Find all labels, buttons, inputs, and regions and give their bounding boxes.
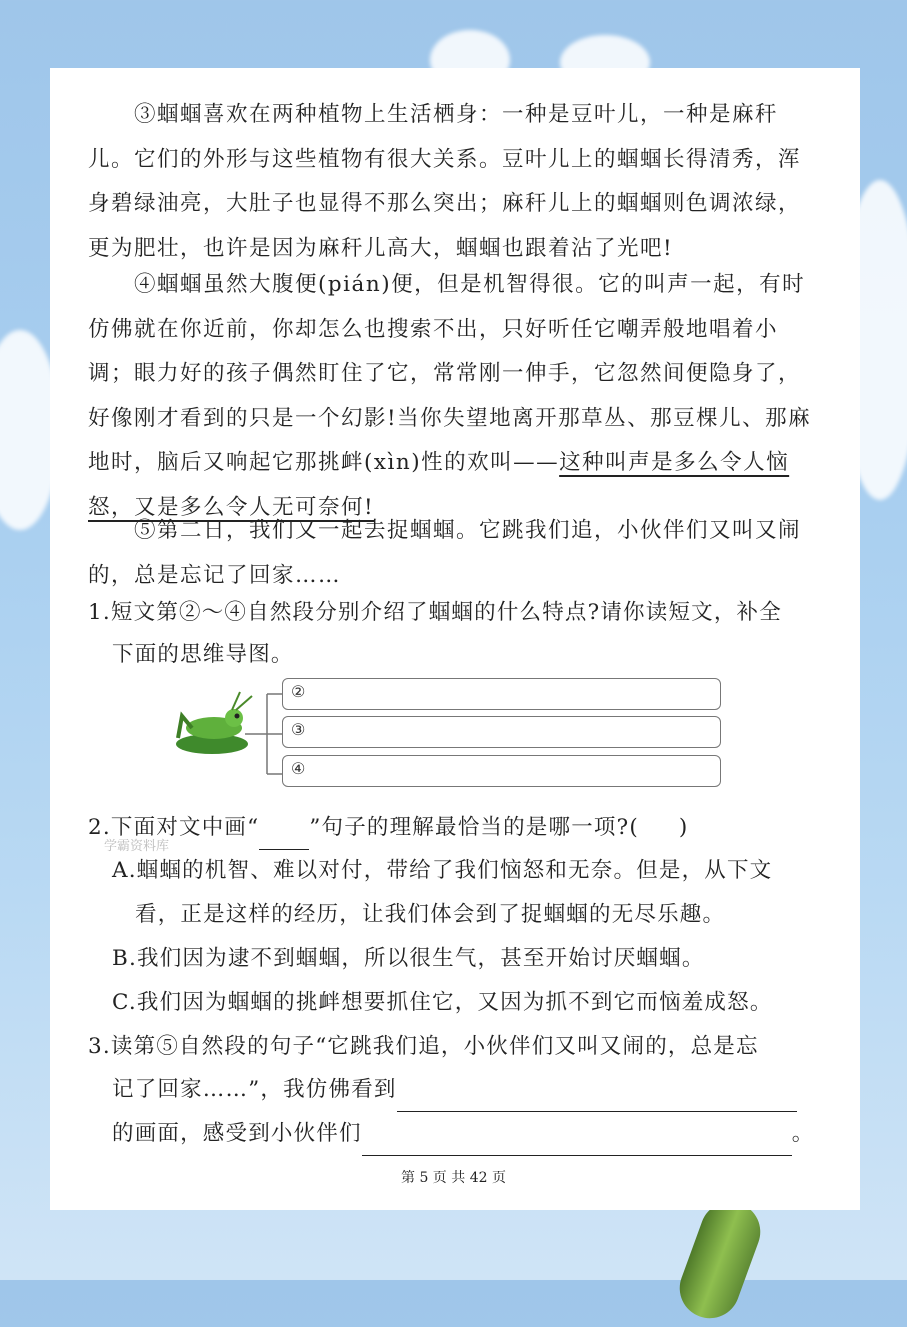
question-3-line3: 的画面，感受到小伙伴们 。 xyxy=(112,1112,814,1156)
option-c: C.我们因为蝈蝈的挑衅想要抓住它，又因为抓不到它而恼羞成怒。 xyxy=(112,990,773,1015)
mindmap-box-3[interactable]: ③ xyxy=(282,716,721,748)
question-3-line1: 3.读第⑤自然段的句子“它跳我们追，小伙伴们又叫又闹的，总是忘 xyxy=(88,1034,759,1059)
flower-stem xyxy=(671,1193,768,1326)
underline-sample xyxy=(259,827,309,850)
question-2: 2.下面对文中画“ ”句子的理解最恰当的是哪一项?( ) xyxy=(88,806,689,850)
watermark: 学霸资料库 xyxy=(104,839,170,854)
page-footer: 第 5 页 共 42 页 xyxy=(401,1170,506,1186)
mindmap-box-2[interactable]: ② xyxy=(282,678,721,710)
option-a-line1: A.蝈蝈的机智、难以对付，带给了我们恼怒和无奈。但是，从下文 xyxy=(112,858,773,883)
question-3-line2: 记了回家……”，我仿佛看到 xyxy=(112,1068,797,1112)
answer-blank-2[interactable] xyxy=(362,1133,792,1156)
paragraph-3: ③蝈蝈喜欢在两种植物上生活栖身：一种是豆叶儿，一种是麻秆儿。它们的外形与这些植物有很大关系。豆叶儿上的蝈蝈长得清秀，浑身碧绿油亮，大肚子也显得不那么突出；麻秆儿上的蝈蝈则色调浓绿，更为肥壮，也许是因为麻秆儿高大，蝈蝈也跟着沾了光吧! xyxy=(88,102,802,261)
underlined-sentence: 这种叫声是多么令人恼怒，又是多么令人无可奈何! xyxy=(88,450,790,520)
paragraph-4: ④蝈蝈虽然大腹便(pián)便，但是机智得很。它的叫声一起，有时仿佛就在你近前，你却怎么也搜索不出，只好听任它嘲弄般地唱着小调；眼力好的孩子偶然盯住了它，常常刚一伸手，它忽然间便隐身了，好像刚才看到的只是一个幻影!当你失望地离开那草丛、那豆棵儿、那麻地时，脑后又响起它那挑衅(xìn)性的欢叫——这种叫声是多么令人恼怒，又是多么令人无可奈何! xyxy=(88,272,812,520)
mindmap-connector xyxy=(245,690,285,780)
option-b: B.我们因为逮不到蝈蝈，所以很生气，甚至开始讨厌蝈蝈。 xyxy=(112,946,705,971)
answer-blank-1[interactable] xyxy=(397,1089,797,1112)
question-1-line1: 1.短文第②～④自然段分别介绍了蝈蝈的什么特点?请你读短文，补全 xyxy=(88,600,782,625)
option-a-line2: 看，正是这样的经历，让我们体会到了捉蝈蝈的无尽乐趣。 xyxy=(135,902,726,927)
mindmap-box-4[interactable]: ④ xyxy=(282,755,721,787)
question-1-line2: 下面的思维导图。 xyxy=(112,642,294,667)
paragraph-5: ⑤第二日，我们又一起去捉蝈蝈。它跳我们追，小伙伴们又叫又闹的，总是忘记了回家…… xyxy=(88,518,802,588)
